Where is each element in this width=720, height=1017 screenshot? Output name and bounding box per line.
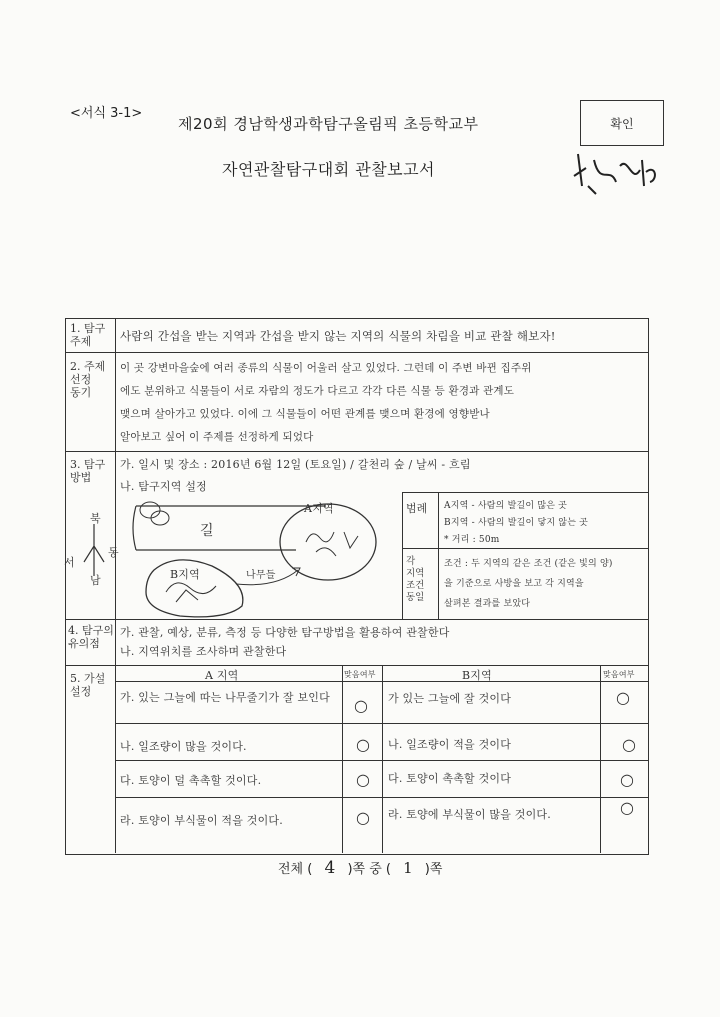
map-area-b-label: B지역 xyxy=(170,568,200,581)
compass-west: 서 xyxy=(64,556,75,569)
hypothesis-a-row-2-mark: ○ xyxy=(356,735,370,754)
page-counter-suffix: )쪽 xyxy=(424,862,443,877)
hypothesis-b-row-4-mark: ○ xyxy=(620,798,634,817)
map-road-label: 길 xyxy=(200,523,214,539)
hypothesis-b-row-4: 라. 토양에 부식물이 많을 것이다. xyxy=(388,808,551,821)
confirm-label: 확인 xyxy=(610,117,634,131)
hypothesis-b-row-3-mark: ○ xyxy=(620,770,634,789)
hypothesis-b-row-2: 나. 일조량이 적을 것이다 xyxy=(388,738,512,751)
compass-south: 남 xyxy=(90,574,101,587)
section-4-label: 4. 탐구의 유의점 xyxy=(68,624,114,650)
hypothesis-col-a-header: A 지역 xyxy=(205,669,239,682)
legend-line-2: B지역 - 사람의 발길이 닿지 않는 곳 xyxy=(444,518,589,528)
condition-line-1: 조건 : 두 지역의 같은 조건 (같은 빛의 양) xyxy=(444,559,613,569)
hypothesis-col-a-check-header: 맞음여부 xyxy=(344,670,376,679)
condition-line-2: 을 기준으로 사방을 보고 각 지역을 xyxy=(444,579,584,589)
section-3-area-setting: 나. 탐구지역 설정 xyxy=(120,480,207,493)
compass-east: 동 xyxy=(108,546,119,559)
hypothesis-b-row-1-mark: ○ xyxy=(616,688,630,707)
page-counter-mid: )쪽 중 ( xyxy=(347,862,391,877)
map-area-a-label: A지역 xyxy=(304,502,334,515)
page-counter-prefix: 전체 ( xyxy=(278,862,313,877)
form-number: <서식 3-1> xyxy=(70,106,143,121)
document-subtitle: 자연관찰탐구대회 관찰보고서 xyxy=(222,160,436,179)
legend-label: 범례 xyxy=(406,502,428,515)
hypothesis-a-row-4: 라. 토양이 부식물이 적을 것이다. xyxy=(120,814,283,827)
document-title: 제20회 경남학생과학탐구올림픽 초등학교부 xyxy=(178,115,479,133)
section-4-line-2: 나. 지역위치를 조사하며 관찰한다 xyxy=(120,645,287,658)
hypothesis-b-row-3: 다. 토양이 촉촉할 것이다 xyxy=(388,772,512,785)
hypothesis-a-row-1-mark: ○ xyxy=(354,696,368,715)
section-1-label: 1. 탐구 주제 xyxy=(70,322,106,348)
page-counter xyxy=(278,858,442,878)
area-map-drawing xyxy=(116,492,402,620)
section-3-label: 3. 탐구 방법 xyxy=(70,458,106,484)
page-current: 1 xyxy=(403,859,413,877)
hypothesis-col-b-header: B지역 xyxy=(462,669,492,682)
hypothesis-a-row-1: 가. 있는 그늘에 따는 나무줄기가 잘 보인다 xyxy=(120,691,330,704)
page-total: 4 xyxy=(324,858,336,878)
section-2-line-3: 맺으며 살아가고 있었다. 이에 그 식물들이 어떤 관계를 맺으며 환경에 영향받나 xyxy=(120,408,490,420)
compass-north: 북 xyxy=(90,512,101,525)
section-5-label: 5. 가설 설정 xyxy=(70,672,106,698)
legend-line-3: * 거리 : 50m xyxy=(444,535,500,545)
section-1-topic: 사람의 간섭을 받는 지역과 간섭을 받지 않는 지역의 식물의 차림을 비교 관찰 해보자! xyxy=(120,329,556,343)
confirm-box xyxy=(580,100,664,146)
section-2-line-4: 알아보고 싶어 이 주제를 선정하게 되었다 xyxy=(120,431,314,443)
hypothesis-a-row-3: 다. 토양이 덜 촉촉할 것이다. xyxy=(120,774,262,787)
hypothesis-a-row-2: 나. 일조량이 많을 것이다. xyxy=(120,740,247,753)
section-2-line-2: 에도 분위하고 식물들이 서로 자람의 정도가 다르고 각각 다른 식물 등 환경과 관계도 xyxy=(120,385,515,397)
legend-line-1: A지역 - 사람의 발길이 많은 곳 xyxy=(444,501,568,511)
condition-label: 각 지역 조건 동일 xyxy=(406,556,425,603)
hypothesis-b-row-1: 가 있는 그늘에 잘 것이다 xyxy=(388,692,512,705)
hypothesis-col-b-check-header: 맞음여부 xyxy=(603,670,635,679)
hypothesis-a-row-3-mark: ○ xyxy=(356,770,370,789)
hypothesis-b-row-2-mark: ○ xyxy=(622,735,636,754)
section-2-line-1: 이 곳 강변마을숲에 여러 종류의 식물이 어울러 살고 있었다. 그런데 이 주변 바뀐 집주위 xyxy=(120,362,532,374)
section-4-line-1: 가. 관찰, 예상, 분류, 측정 등 다양한 탐구방법을 활용하여 관찰한다 xyxy=(120,626,450,639)
condition-line-3: 살펴본 결과를 보았다 xyxy=(444,599,531,609)
section-2-label: 2. 주제 선정 동기 xyxy=(70,360,106,399)
section-3-date-place: 가. 일시 및 장소 : 2016년 6월 12일 (토요일) / 갈천리 숲 / 날씨 - 흐림 xyxy=(120,458,471,471)
map-tree-label: 나무들 xyxy=(246,570,276,581)
signature xyxy=(570,146,665,198)
compass-icon xyxy=(76,522,112,578)
hypothesis-a-row-4-mark: ○ xyxy=(356,808,370,827)
